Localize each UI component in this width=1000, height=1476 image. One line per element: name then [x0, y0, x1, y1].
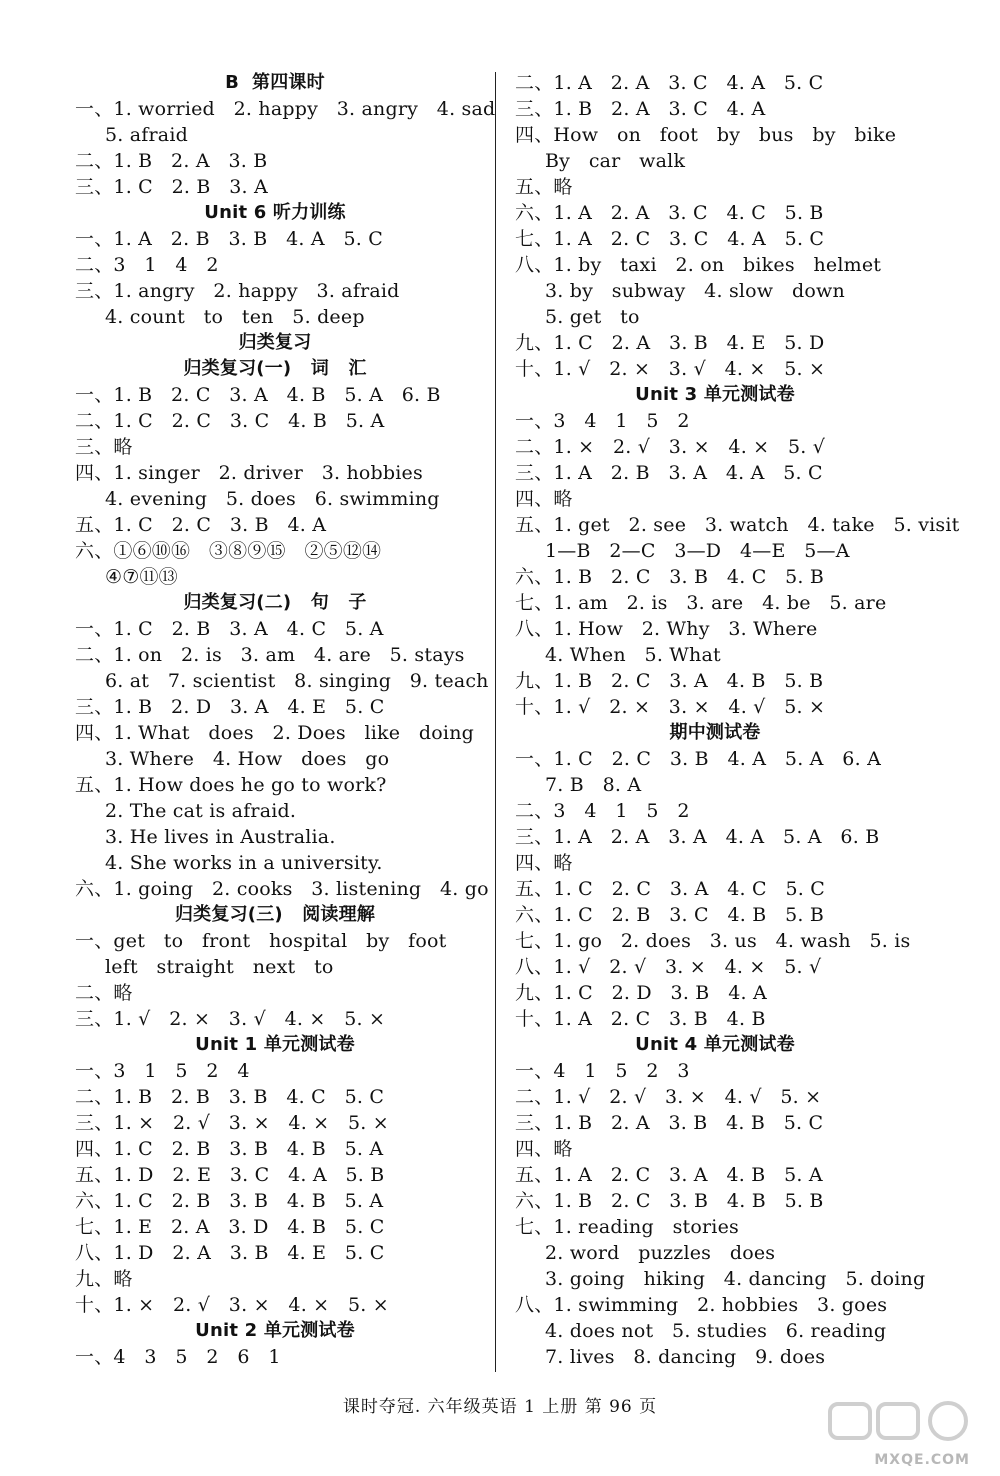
left-answer-line: 一、1. B 2. C 3. A 4. B 5. A 6. B	[75, 384, 441, 406]
right-answer-line: 八、1. by taxi 2. on bikes helmet	[515, 254, 882, 276]
right-answer-line: 六、1. B 2. C 3. B 4. C 5. B	[515, 566, 825, 588]
left-answer-line: 一、1. worried 2. happy 3. angry 4. sad	[75, 98, 496, 120]
left-answer-line: 五、1. D 2. E 3. C 4. A 5. B	[75, 1164, 385, 1186]
right-answer-line: 六、1. A 2. A 3. C 4. C 5. B	[515, 202, 824, 224]
left-answer-line: 3. He lives in Australia.	[105, 826, 336, 848]
left-section-heading: 归类复习	[238, 332, 312, 353]
left-answer-line: 一、1. C 2. B 3. A 4. C 5. A	[75, 618, 384, 640]
left-answer-line: 二、略	[75, 982, 133, 1004]
right-answer-line: 九、1. C 2. A 3. B 4. E 5. D	[515, 332, 825, 354]
right-answer-line: 2. word puzzles does	[545, 1242, 776, 1264]
left-section-heading: 归类复习(一) 词 汇	[183, 358, 367, 379]
left-section-heading: Unit 1 单元测试卷	[195, 1034, 355, 1055]
right-answer-line: 八、1. swimming 2. hobbies 3. goes	[515, 1294, 888, 1316]
left-answer-line: 六、1. going 2. cooks 3. listening 4. go	[75, 878, 489, 900]
right-answer-line: 六、1. B 2. C 3. B 4. B 5. B	[515, 1190, 824, 1212]
right-answer-line: 四、略	[515, 488, 573, 510]
left-answer-line: 二、1. C 2. C 3. C 4. B 5. A	[75, 410, 385, 432]
right-answer-line: 十、1. √ 2. × 3. × 4. √ 5. ×	[515, 696, 826, 718]
right-answer-line: 一、3 4 1 5 2	[515, 410, 690, 432]
left-answer-line: 4. evening 5. does 6. swimming	[105, 488, 440, 510]
right-answer-line: 七、1. reading stories	[515, 1216, 739, 1238]
right-answer-line: 三、1. B 2. A 3. C 4. A	[515, 98, 766, 120]
left-answer-line: 3. Where 4. How does go	[105, 748, 390, 770]
right-answer-line: 二、1. × 2. √ 3. × 4. × 5. √	[515, 436, 826, 458]
left-answer-line: 二、1. B 2. A 3. B	[75, 150, 268, 172]
watermark-url: MXQE.COM	[874, 1452, 970, 1468]
left-answer-line: 五、1. C 2. C 3. B 4. A	[75, 514, 327, 536]
right-answer-line: 七、1. am 2. is 3. are 4. be 5. are	[515, 592, 887, 614]
right-answer-line: 7. lives 8. dancing 9. does	[545, 1346, 826, 1368]
right-answer-line: 三、1. A 2. B 3. A 4. A 5. C	[515, 462, 823, 484]
left-column	[75, 70, 496, 1370]
left-answer-line: 三、1. × 2. √ 3. × 4. × 5. ×	[75, 1112, 389, 1134]
left-answer-line: 一、1. A 2. B 3. B 4. A 5. C	[75, 228, 384, 250]
right-answer-line: 十、1. A 2. C 3. B 4. B	[515, 1008, 766, 1030]
right-answer-line: 一、1. C 2. C 3. B 4. A 5. A 6. A	[515, 748, 881, 770]
right-answer-line: 九、1. B 2. C 3. A 4. B 5. B	[515, 670, 824, 692]
left-section-heading: Unit 6 听力训练	[204, 202, 346, 223]
right-answer-line: 五、1. get 2. see 3. watch 4. take 5. visit	[515, 514, 960, 536]
left-section-heading: B 第四课时	[225, 72, 325, 93]
right-answer-line: 五、略	[515, 176, 573, 198]
right-answer-line: By car walk	[545, 150, 686, 172]
left-answer-line: 十、1. × 2. √ 3. × 4. × 5. ×	[75, 1294, 389, 1316]
left-section-heading: Unit 2 单元测试卷	[195, 1320, 355, 1341]
right-answer-line: 7. B 8. A	[545, 774, 642, 796]
left-answer-line: left straight next to	[105, 956, 334, 978]
right-answer-line: 3. going hiking 4. dancing 5. doing	[545, 1268, 926, 1290]
left-answer-line: 4. She works in a university.	[105, 852, 383, 874]
right-answer-line: 四、略	[515, 1138, 573, 1160]
right-answer-line: 八、1. How 2. Why 3. Where	[515, 618, 818, 640]
left-answer-line: 二、1. on 2. is 3. am 4. are 5. stays	[75, 644, 465, 666]
right-answer-line: 3. by subway 4. slow down	[545, 280, 845, 302]
left-answer-line: ④⑦⑪⑬	[105, 566, 178, 588]
left-answer-line: 一、3 1 5 2 4	[75, 1060, 250, 1082]
right-answer-line: 三、1. B 2. A 3. B 4. B 5. C	[515, 1112, 824, 1134]
right-answer-line: 四、略	[515, 852, 573, 874]
right-answer-line: 5. get to	[545, 306, 640, 328]
right-answer-line: 六、1. C 2. B 3. C 4. B 5. B	[515, 904, 825, 926]
left-answer-line: 一、get to front hospital by foot	[75, 930, 447, 952]
right-answer-line: 十、1. √ 2. × 3. √ 4. × 5. ×	[515, 358, 826, 380]
left-answer-line: 三、1. angry 2. happy 3. afraid	[75, 280, 400, 302]
left-section-heading: 归类复习(二) 句 子	[183, 592, 367, 613]
left-answer-line: 四、1. singer 2. driver 3. hobbies	[75, 462, 423, 484]
right-answer-line: 九、1. C 2. D 3. B 4. A	[515, 982, 767, 1004]
left-answer-line: 四、1. What does 2. Does like doing	[75, 722, 474, 744]
left-answer-line: 九、略	[75, 1268, 133, 1290]
right-answer-line: 4. When 5. What	[545, 644, 721, 666]
right-answer-line: 4. does not 5. studies 6. reading	[545, 1320, 887, 1342]
right-answer-line: 七、1. go 2. does 3. us 4. wash 5. is	[515, 930, 911, 952]
left-answer-line: 5. afraid	[105, 124, 188, 146]
left-answer-line: 五、1. How does he go to work?	[75, 774, 387, 796]
left-answer-line: 三、1. B 2. D 3. A 4. E 5. C	[75, 696, 385, 718]
left-answer-line: 八、1. D 2. A 3. B 4. E 5. C	[75, 1242, 385, 1264]
right-answer-line: 二、3 4 1 5 2	[515, 800, 690, 822]
left-answer-line: 二、1. B 2. B 3. B 4. C 5. C	[75, 1086, 385, 1108]
right-answer-line: 五、1. A 2. C 3. A 4. B 5. A	[515, 1164, 823, 1186]
left-answer-line: 一、4 3 5 2 6 1	[75, 1346, 281, 1368]
left-answer-line: 三、1. √ 2. × 3. √ 4. × 5. ×	[75, 1008, 386, 1030]
left-section-heading: 归类复习(三) 阅读理解	[174, 904, 376, 925]
right-answer-line: 三、1. A 2. A 3. A 4. A 5. A 6. B	[515, 826, 880, 848]
right-answer-line: 1—B 2—C 3—D 4—E 5—A	[545, 540, 850, 562]
right-answer-line: 七、1. A 2. C 3. C 4. A 5. C	[515, 228, 825, 250]
right-answer-line: 四、How on foot by bus by bike	[515, 124, 897, 146]
left-answer-line: 2. The cat is afraid.	[105, 800, 297, 822]
column-divider	[495, 72, 496, 1372]
right-section-heading: Unit 4 单元测试卷	[635, 1034, 795, 1055]
right-answer-line: 一、4 1 5 2 3	[515, 1060, 690, 1082]
right-column	[515, 70, 960, 1370]
left-answer-line: 六、①⑥⑩⑯ ③⑧⑨⑮ ②⑤⑫⑭	[75, 540, 382, 562]
left-answer-line: 四、1. C 2. B 3. B 4. B 5. A	[75, 1138, 384, 1160]
right-answer-line: 五、1. C 2. C 3. A 4. C 5. C	[515, 878, 825, 900]
left-answer-line: 三、略	[75, 436, 133, 458]
left-answer-line: 4. count to ten 5. deep	[105, 306, 365, 328]
left-answer-line: 六、1. C 2. B 3. B 4. B 5. A	[75, 1190, 384, 1212]
right-answer-line: 二、1. A 2. A 3. C 4. A 5. C	[515, 72, 824, 94]
right-answer-line: 八、1. √ 2. √ 3. × 4. × 5. √	[515, 956, 822, 978]
left-answer-line: 三、1. C 2. B 3. A	[75, 176, 268, 198]
left-answer-line: 二、3 1 4 2	[75, 254, 219, 276]
right-answer-line: 二、1. √ 2. √ 3. × 4. √ 5. ×	[515, 1086, 822, 1108]
right-section-heading: 期中测试卷	[669, 722, 761, 743]
left-answer-line: 6. at 7. scientist 8. singing 9. teach	[105, 670, 489, 692]
page-footer: 课时夺冠. 六年级英语 1 上册 第 96 页	[342, 1397, 658, 1417]
right-section-heading: Unit 3 单元测试卷	[635, 384, 795, 405]
left-answer-line: 七、1. E 2. A 3. D 4. B 5. C	[75, 1216, 385, 1238]
